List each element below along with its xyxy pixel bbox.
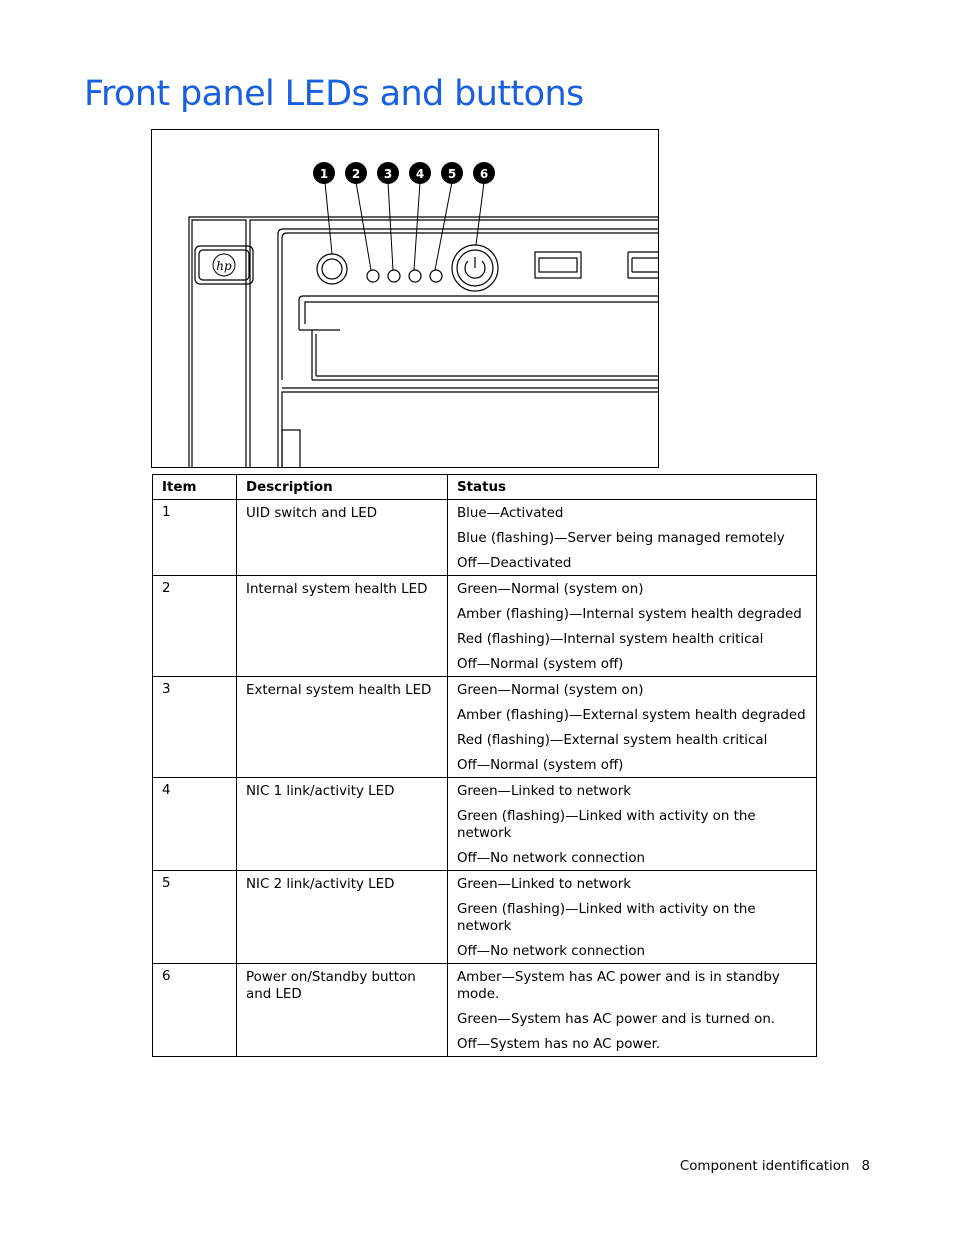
front-panel-figure (151, 129, 659, 468)
callout-label-1: 1 (319, 167, 329, 181)
status-line: Blue—Activated (457, 506, 564, 521)
status-line: Amber (flashing)—Internal system health degraded (457, 607, 802, 622)
table-row (153, 871, 817, 964)
callout-label-4: 4 (415, 167, 425, 181)
status-line: Red (flashing)—External system health critical (457, 733, 768, 748)
status-line: Green—Linked to network (457, 784, 631, 799)
status-line: Amber—System has AC power and is in standby mode. (457, 970, 780, 1002)
cell-status (448, 964, 817, 1057)
cell-status (448, 677, 817, 778)
cell-description: External system health LED (237, 677, 448, 778)
uid-button-icon (317, 254, 347, 284)
status-line: Off—No network connection (457, 944, 646, 959)
footer-section: Component identification (679, 1159, 850, 1174)
callout-label-5: 5 (447, 167, 457, 181)
power-button-icon (452, 245, 498, 291)
page-footer (680, 1159, 870, 1174)
status-line: Red (flashing)—Internal system health critical (457, 632, 764, 647)
cell-item: 3 (153, 677, 237, 778)
status-line: Green—Normal (system on) (457, 582, 644, 597)
cell-item: 1 (153, 500, 237, 576)
status-line: Off—Normal (system off) (457, 758, 624, 773)
cell-item: 4 (153, 778, 237, 871)
front-panel-drawing (152, 130, 659, 468)
cell-item: 5 (153, 871, 237, 964)
cell-description: Internal system health LED (237, 576, 448, 677)
page-title: Front panel LEDs and buttons (84, 74, 584, 114)
table-header-row (153, 475, 817, 500)
callout-label-3: 3 (383, 167, 393, 181)
hp-logo-text: hp (216, 259, 232, 273)
led-table (152, 474, 817, 1057)
header-item: Item (153, 475, 237, 500)
cell-description: Power on/Standby button and LED (237, 964, 448, 1057)
table-row (153, 576, 817, 677)
status-line: Blue (flashing)—Server being managed remotely (457, 531, 785, 546)
table-row (153, 500, 817, 576)
callout-bubbles (313, 162, 495, 184)
cell-description: UID switch and LED (237, 500, 448, 576)
cell-status (448, 500, 817, 576)
page-number: 8 (861, 1159, 870, 1174)
table-row (153, 778, 817, 871)
leader-lines (325, 182, 484, 270)
cell-item: 2 (153, 576, 237, 677)
callout-label-2: 2 (351, 167, 361, 181)
table-row (153, 964, 817, 1057)
cell-description: NIC 2 link/activity LED (237, 871, 448, 964)
status-line: Green (flashing)—Linked with activity on the network (457, 902, 756, 934)
cell-status (448, 871, 817, 964)
status-line: Off—Deactivated (457, 556, 572, 571)
cell-item: 6 (153, 964, 237, 1057)
status-line: Amber (flashing)—External system health degraded (457, 708, 806, 723)
header-status: Status (448, 475, 817, 500)
status-line: Green—System has AC power and is turned on. (457, 1012, 776, 1027)
callout-label-6: 6 (479, 167, 489, 181)
cell-status (448, 778, 817, 871)
cell-status (448, 576, 817, 677)
table-row (153, 677, 817, 778)
status-line: Green—Linked to network (457, 877, 631, 892)
status-line: Green—Normal (system on) (457, 683, 644, 698)
led-icons (367, 270, 442, 282)
status-line: Off—Normal (system off) (457, 657, 624, 672)
header-description: Description (237, 475, 448, 500)
status-line: Off—No network connection (457, 851, 646, 866)
cell-description: NIC 1 link/activity LED (237, 778, 448, 871)
status-line: Green (flashing)—Linked with activity on the network (457, 809, 756, 841)
status-line: Off—System has no AC power. (457, 1037, 661, 1052)
